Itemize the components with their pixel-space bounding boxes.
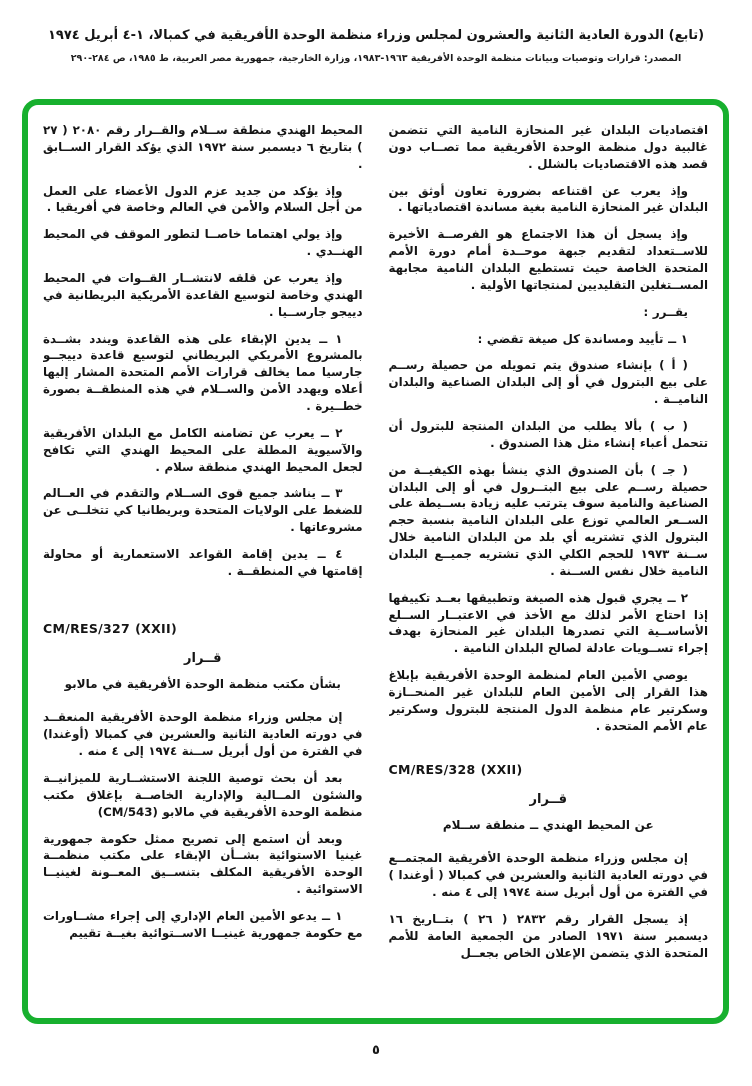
cooperation-paragraph: وإذ يعرب عن اقتناعه بضرورة تعاون أوثق بين البلدان غير المنحازة النامية بغية مساندة اقتصادياتها . <box>388 183 708 215</box>
column-right <box>389 122 709 1010</box>
resolution-title-328: قــرار <box>529 791 567 807</box>
last-chance-paragraph: وإذ يسجل أن هذا الاجتماع هو الفرصــة الأخيرة للاســتعداد لتقديم جبهة موحــدة أمام دورة الأمم المتحدة الخاصة حيث تستطيع البلدان النامية مجابهة المســتغلين التقليديين لمنتجاتها الأولية . <box>388 227 708 292</box>
two-column-layout <box>43 122 708 1010</box>
council-session-paragraph-327: إن مجلس وزراء منظمة الوحدة الأفريقية المنعقــد في دورته العادية الثانية والعشرين في كمبالا (أوغندا) في الفترة من أول أبريل ســنة ١٩٧٤ إلى ٤ منه . <box>43 710 363 759</box>
header-source-line: المصدر: قرارات وتوصيات وبيانات منظمة الوحدة الأفريقية ١٩٦٣-١٩٨٣، وزارة الخارجية، جمهورية مصر العربية، ط ١٩٨٥، ص ٢٨٤-٢٩٠ <box>70 53 682 64</box>
concern-paragraph: وإذ يعرب عن قلقه لانتشــار القــوات في المحيط الهندي وخاصة لتوسيع القاعدة الأمريكية البريطانية في دييجو جارســيا . <box>43 271 363 319</box>
continuation-econ-paragraph: اقتصاديات البلدان غير المنحازة النامية التي تتضمن غالبية دول منظمة الوحدة الأفريقية مما تصــاب دون قصد هذه الاقتصاديات بالشلل . <box>388 123 708 171</box>
item-4-condemn-colonial-bases: ٤ ــ يدين إقامة القواعد الاستعمارية أو محاولة إقامتها في المنطقــة . <box>43 547 363 578</box>
item-2-solidarity: ٢ ــ يعرب عن تضامنه الكامل مع البلدان الأفريقية والآسيوية المطلة على المحيط الهندي التي تكافح لجعل المحيط الهندي منطقة سلام . <box>43 425 363 474</box>
equatorial-guinea-statement-paragraph: وبعد أن استمع إلى تصريح ممثل حكومة جمهورية غينيا الاستوائية بشــأن الإبقاء على مكتب منظمــة الوحدة الأفريقية المكلف بتنســيق المعــونة لغينيــا الاستوائية . <box>43 831 363 897</box>
council-session-paragraph-328: إن مجلس وزراء منظمة الوحدة الأفريقية المجتمــع في دورته العادية الثانية والعشرين في كمبالا ( أوغندا ) في الفترة من أول أبريل سنة ١٩٧٤ إلى ٤ منه . <box>388 851 708 899</box>
page-number: ٥ <box>372 1043 380 1058</box>
recommendation-paragraph: يوصي الأمين العام لمنظمة الوحدة الأفريقية بإبلاغ هذا القرار إلى الأمين العام للبلدان غير المنحــازة وسكرتير عام منظمة الدول المنتجة للبترول وسكرتير عام الأمم المتحدة . <box>388 668 708 733</box>
reaffirm-paragraph: وإذ يؤكد من جديد عزم الدول الأعضاء على العمل من أجل السلام والأمن في العالم وخاصة في أفريقيا . <box>43 183 363 215</box>
decision-item-1: ١ ــ تأييد ومساندة كل صيغة تقضي : <box>477 331 688 346</box>
decision-item-1b: ( ب ) بألا يطلب من البلدان المنتجة للبترول أن تتحمل أعباء إنشاء مثل هذا الصندوق . <box>388 419 708 450</box>
page-header <box>0 28 752 64</box>
committee-recommendation-paragraph: بعد أن بحث توصية اللجنة الاستشــارية للميزانيــة والشئون المــالية والإدارية الخاصــة بإغلاق مكتب منظمة الوحدة الأفريقية في مالابو (CM/543) <box>43 770 363 819</box>
resolution-title-327: قــرار <box>184 650 222 666</box>
item-3-appeal: ٣ ــ يناشد جميع قوى الســلام والتقدم في العــالم للضغط على الولايات المتحدة وبريطانيا كي تتخلــى عن مشروعاتها . <box>43 486 363 535</box>
special-attention-paragraph: وإذ يولي اهتماما خاصــا لتطور الموقف في المحيط الهنــدي . <box>43 227 363 259</box>
resolution-subtitle-327: بشأن مكتب منظمة الوحدة الأفريقية في مالابو <box>64 677 341 692</box>
resolution-code-327: CM/RES/327 (XXII) <box>43 620 177 636</box>
column-left <box>43 122 363 1010</box>
indian-ocean-continuation-paragraph: المحيط الهندي منطقة ســلام والقــرار رقم ٢٠٨٠ ( ٢٧ ) بتاريخ ٦ ديسمبر سنة ١٩٧٢ الذي يؤكد القرار الســابق . <box>43 123 363 171</box>
decides-label: يقــرر : <box>643 304 688 319</box>
decision-item-1a: ( أ ) بإنشاء صندوق يتم تمويله من حصيلة رســم على بيع البترول في أو إلى البلدان الصناعية والبلدان الناميــة . <box>388 358 708 407</box>
item-1-invite-sg: ١ ــ يدعو الأمين العام الإداري إلى إجراء مشــاورات مع حكومة جمهورية غينيــا الاســتوائية بغيــة تقييم <box>43 908 363 940</box>
header-session-line: (تابع) الدورة العادية الثانية والعشرون لمجلس وزراء منظمة الوحدة الأفريقية في كمبالا، ١-٤ أبريل ١٩٧٤ <box>47 28 705 43</box>
item-1-condemn-base: ١ ــ يدين الإبقاء على هذه القاعدة ويندد بشــدة بالمشروع الأمريكي البريطاني لتوسيع قاعدة دييجــو جارسيا مما يخالف قرارات الأمم المتحدة المشار إليها أعلاه ويهدد الأمن والســلام في هذه المنطقــة بصورة خطــيرة . <box>43 331 363 414</box>
un-resolution-paragraph: إذ يسجل القرار رقم ٢٨٣٢ ( ٢٦ ) بتــاريخ ١٦ ديسمبر سنة ١٩٧١ الصادر من الجمعية العامة للأمم المتحدة الذي يتضمن الإعلان الخاص بجعــل <box>388 911 708 960</box>
decision-item-2: ٢ ــ يجري قبول هذه الصيغة وتطبيقها بعــد تكييفها إذا احتاج الأمر لذلك مع الأخذ في الاعتبــار الســلع الأساســية التي تصدرها البلدان غير المنحازة بهدف إجراء تســويات عادلة لصالح البلدان النامية . <box>388 590 708 656</box>
resolution-subtitle-328: عن المحيط الهندي ــ منطقة ســلام <box>442 818 654 833</box>
decision-item-1c: ( جـ ) بأن الصندوق الذي ينشأ بهذه الكيفيــة من حصيلة رســم على بيع البتــرول في أو إلى البلدان الصناعية والنامية سوف يترتب عليه زيادة بســيطة على الســعر العالمي توزع على البلدان النامية بنسبة حجم البترول الذي تشتريه أي بلد من البلدان النامية خلال ســنة ١٩٧٣ للحجم الكلي الذي تشتريه جميــع البلدان النامية خلال نفس الســنة . <box>388 462 708 578</box>
resolution-code-328: CM/RES/328 (XXII) <box>388 761 523 777</box>
green-content-frame <box>22 99 729 1024</box>
